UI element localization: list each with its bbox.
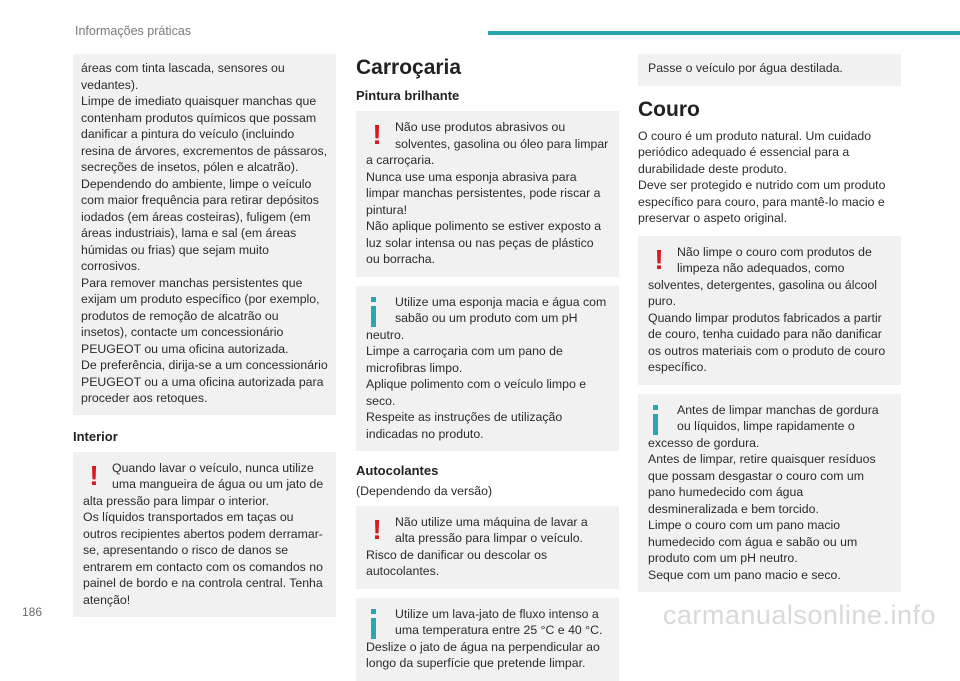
- paragraph: Deslize o jato de água na perpendicular ao longo da superfície que pretende limpar.: [366, 639, 600, 670]
- paragraph: Quando lavar o veículo, nunca utilize uma mangueira de água ou um jato de alta pressão para limpar o interior.: [83, 460, 324, 508]
- leather-warning-note: [638, 236, 901, 385]
- paragraph: áreas com tinta lascada, sensores ou vedantes).: [81, 61, 285, 92]
- info-icon: [369, 609, 385, 639]
- paragraph: Antes de limpar, retire quaisquer resíduos que possam desgastar o couro com um pano humedecido com água desmineralizada e bem torcido.: [648, 452, 876, 516]
- interior-warning-note: [73, 452, 336, 618]
- couro-title: Couro: [638, 97, 700, 121]
- paragraph: Limpe o couro com um pano macio humedecido com água e sabão ou um produto com um pH neutro.: [648, 518, 858, 565]
- column-3: [638, 54, 901, 592]
- paragraph: Antes de limpar manchas de gordura ou líquidos, limpe rapidamente o excesso de gordura.: [648, 402, 879, 450]
- stickers-heading: Autocolantes: [356, 463, 439, 478]
- paragraph: Limpe de imediato quaisquer manchas que contenham produtos químicos que possam danificar a pintura do veículo (incluindo resina de árvores, excrementos de pássaros, secreções de insetos, pólen e alcatrão).: [81, 94, 328, 174]
- paragraph: Não aplique polimento se estiver exposto a luz solar intensa ou nas peças de plástico ou borracha.: [366, 219, 602, 266]
- interior-heading: Interior: [73, 428, 118, 444]
- info-icon: [369, 297, 385, 327]
- paragraph: Quando limpar produtos fabricados a partir de couro, tenha cuidado para não danificar os outros materiais com o produto de couro específico.: [648, 310, 886, 374]
- gloss-info-note: [356, 286, 619, 452]
- paragraph: De preferência, dirija-se a um concessionário PEUGEOT ou a uma oficina autorizada para proceder aos retoques.: [81, 358, 328, 405]
- column-2: [356, 54, 619, 681]
- paragraph: Aplique polimento com o veículo limpo e seco.: [366, 377, 587, 408]
- warning-icon: !: [89, 459, 99, 491]
- paragraph: Nunca use uma esponja abrasiva para limpar manchas persistentes, pode riscar a pintura!: [366, 169, 601, 217]
- gloss-paint-heading: Pintura brilhante: [356, 88, 460, 103]
- stickers-warning-note: [356, 506, 619, 589]
- page-header-title: Informações práticas: [75, 24, 192, 38]
- paragraph: O couro é um produto natural. Um cuidado periódico adequado é essencial para a durabilidade deste produto.: [638, 128, 872, 176]
- paragraph: Não use produtos abrasivos ou solventes, gasolina ou óleo para limpar a carroçaria.: [366, 120, 609, 167]
- paragraph: Deve ser protegido e nutrido com um produto específico para couro, para mantê-lo macio e preservar o aspeto original.: [638, 178, 886, 225]
- warning-icon: !: [372, 513, 382, 545]
- stickers-info-note: [356, 598, 619, 681]
- distilled-water-box: [638, 54, 901, 86]
- leather-info-note: [638, 394, 901, 593]
- paragraph: Limpe a carroçaria com um pano de microfibras limpo.: [366, 344, 563, 375]
- paragraph: Para remover manchas persistentes que exijam um produto específico (por exemplo, produtos de remoção de alcatrão ou insetos), contacte um concessionário PEUGEOT ou uma oficina autorizada.: [81, 275, 320, 356]
- paragraph: Os líquidos transportados em taças ou outros recipientes abertos podem derramar-se, apresentando o risco de danos se entrarem em contacto com os comandos no painel de bordo e na controla central. Tenha atenção!: [83, 510, 323, 607]
- carrocaria-title: Carroçaria: [356, 56, 462, 79]
- column-1: [73, 54, 336, 617]
- paragraph: Não limpe o couro com produtos de limpeza não adequados, como solventes, detergentes, gasolina ou álcool puro.: [648, 244, 878, 308]
- info-icon: [651, 405, 667, 435]
- warning-icon: !: [372, 119, 382, 150]
- paragraph: Passe o veículo por água destilada.: [648, 61, 843, 75]
- paragraph: Utilize uma esponja macia e água com sabão ou um produto com um pH neutro.: [366, 294, 607, 342]
- gloss-warning-note: [356, 111, 619, 277]
- paragraph: Dependendo do ambiente, limpe o veículo com maior frequência para retirar depósitos iodados (em áreas costeiras), fuligem (em áreas industriais), lama e sal (em áreas húmidas ou frias) que sejam muito corrosivos.: [81, 176, 319, 273]
- stickers-subheading: (Dependendo da versão): [356, 484, 493, 498]
- paragraph: Utilize um lava-jato de fluxo intenso a uma temperatura entre 25 °C e 40 °C.: [395, 606, 603, 637]
- paint-care-box: [73, 54, 336, 415]
- header-accent-bar: [488, 31, 960, 35]
- watermark: carmanualsonline.info: [662, 600, 936, 630]
- paragraph: Não utilize uma máquina de lavar a alta pressão para limpar o veículo. Risco de danificar ou descolar os autocolantes.: [366, 514, 588, 578]
- paragraph: Seque com um pano macio e seco.: [648, 567, 841, 582]
- paragraph: Respeite as instruções de utilização indicadas no produto.: [366, 410, 563, 441]
- page-number: 186: [22, 605, 43, 619]
- warning-icon: !: [654, 243, 664, 275]
